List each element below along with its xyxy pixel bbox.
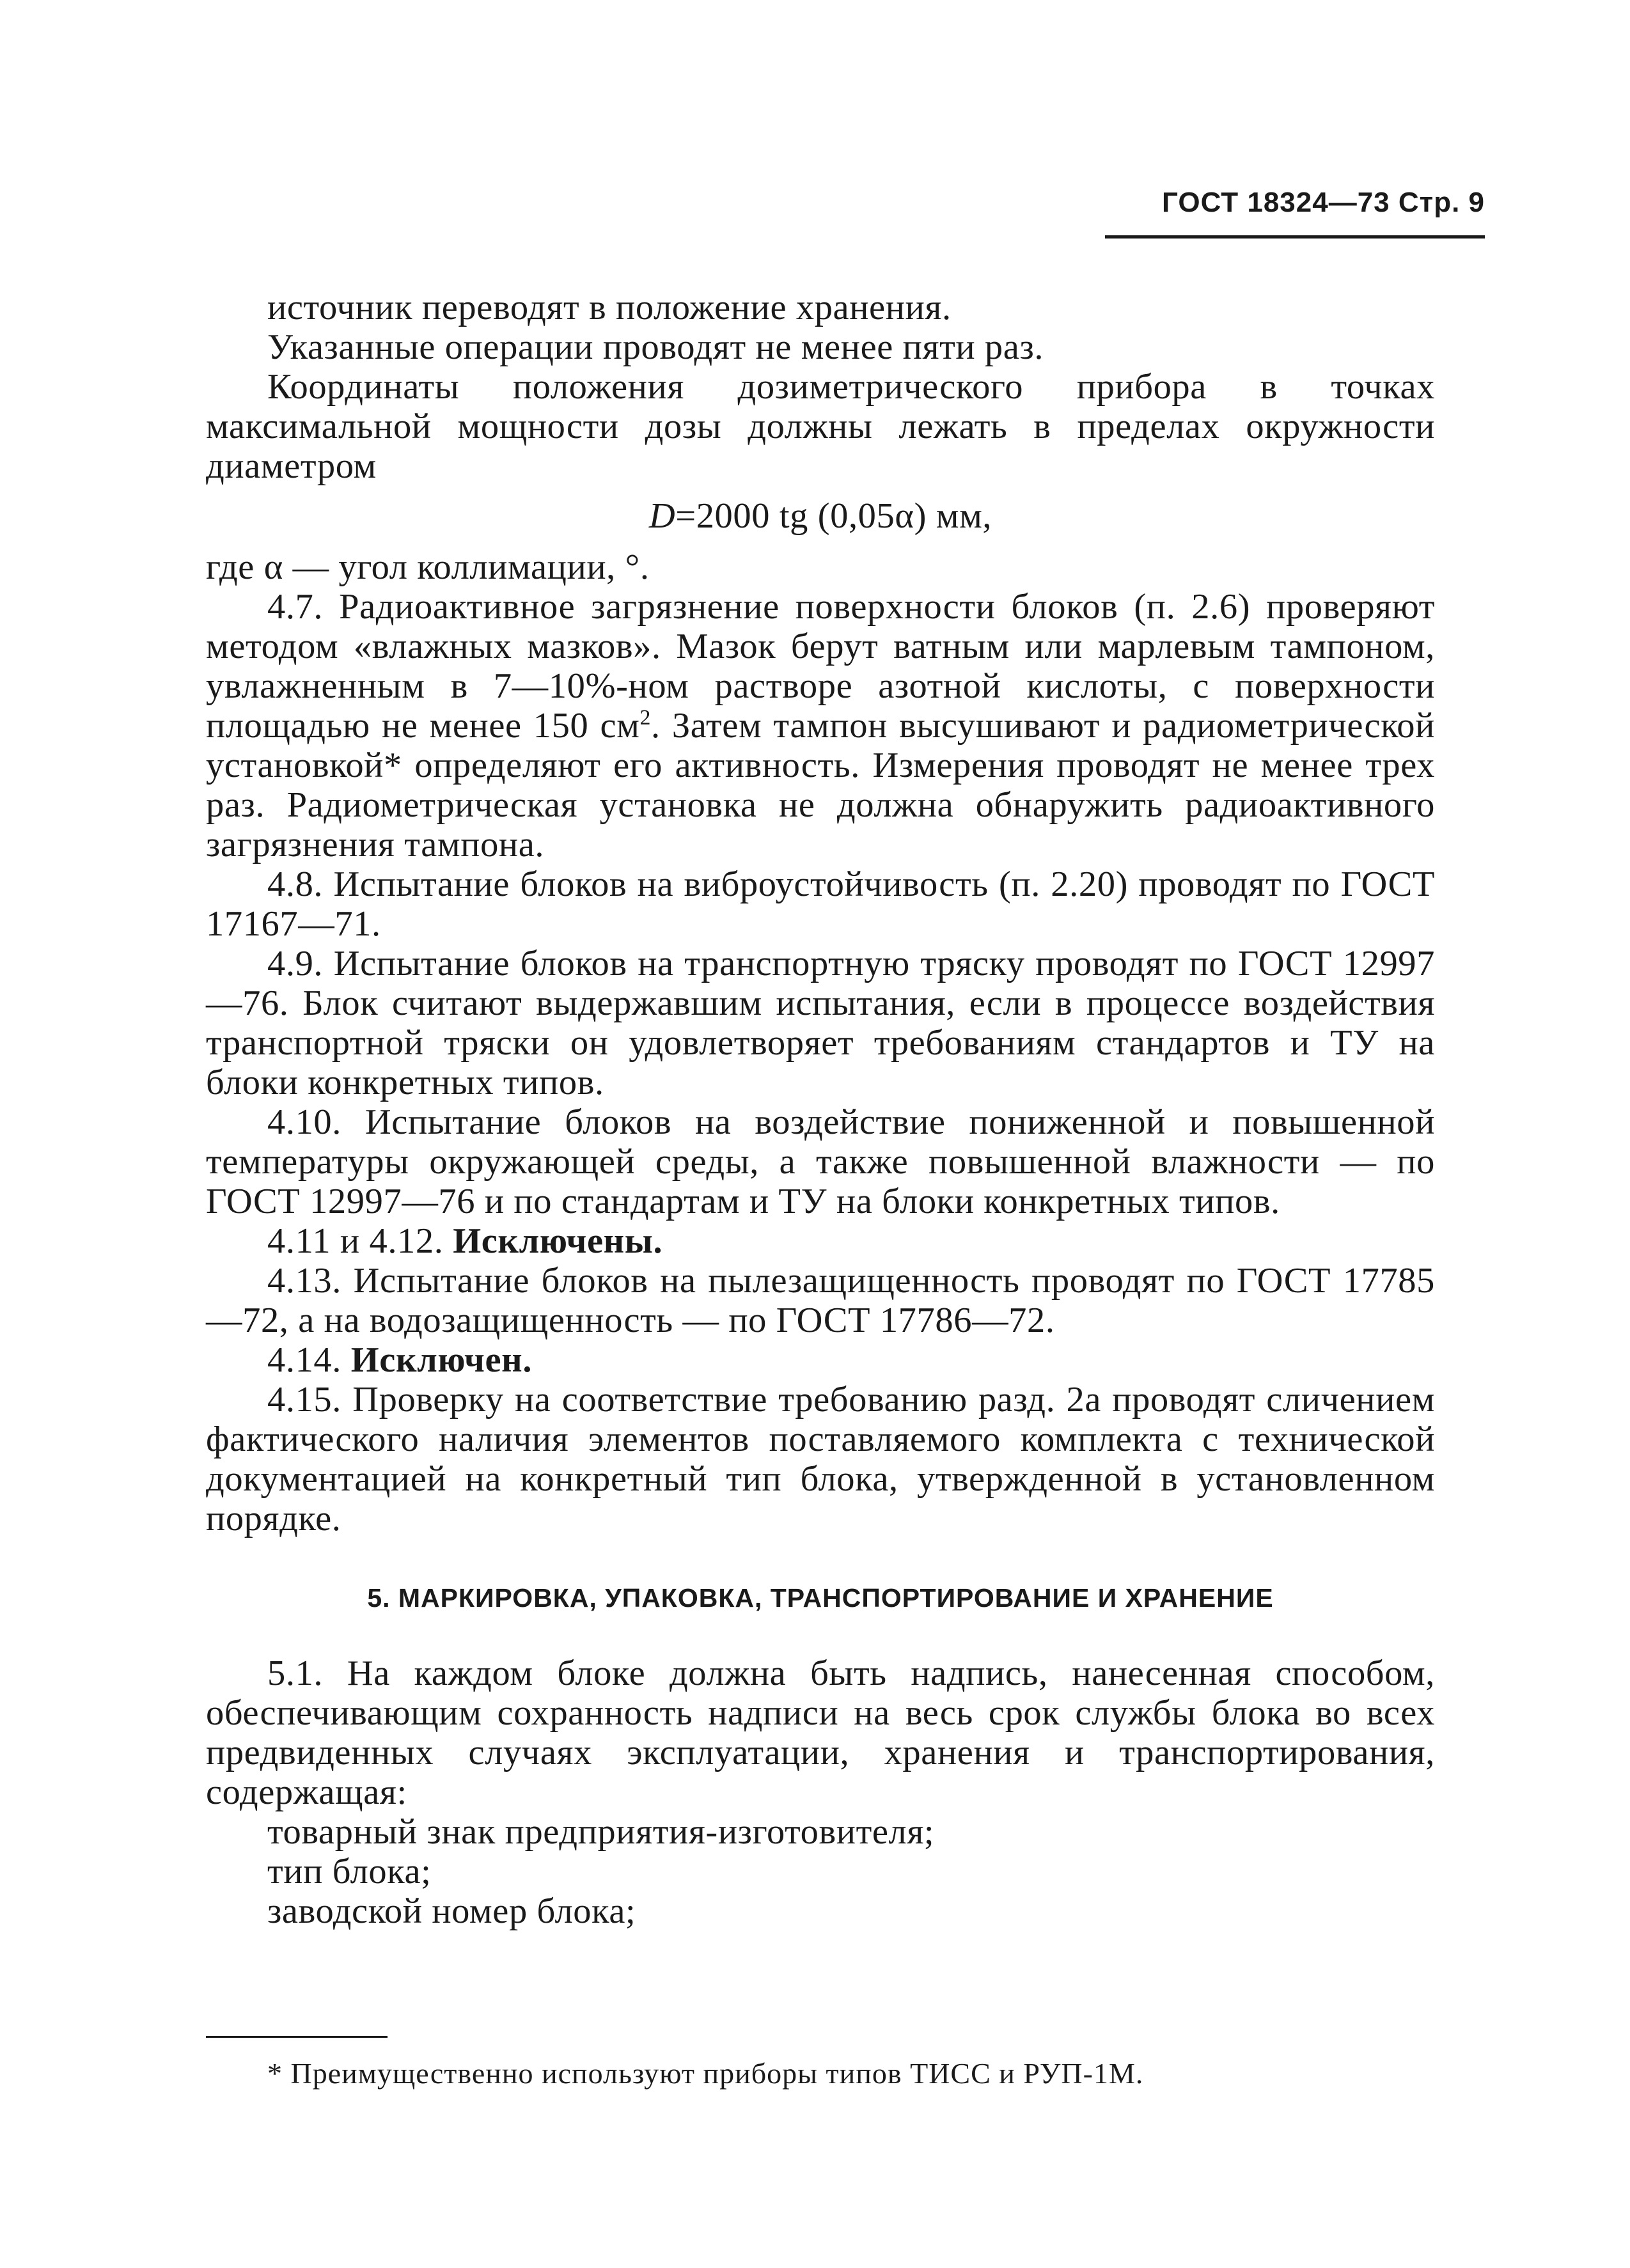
paragraph-5-1: 5.1. На каждом блоке должна быть надпись, нанесенная способом, обеспечивающим сохранность надписи на весь срок службы блока во всех предвиденных случаях эксплуатации, хранения и транспортирования, содержащая: — [206, 1654, 1435, 1812]
paragraph-4-13: 4.13. Испытание блоков на пылезащищенность проводят по ГОСТ 17785—72, а на водозащищенность — по ГОСТ 17786—72. — [206, 1261, 1435, 1340]
paragraph-4-14 — [206, 1340, 1435, 1380]
paragraph-4-7-part-b: . Затем тампон высушивают и радиометрической установкой* определяют его активность. Измерения проводят не менее трех раз. Радиометрическая установка не должна обнаружить радиоактивного загрязнения тампона. — [206, 706, 1435, 864]
formula-diameter — [206, 496, 1435, 536]
paragraph-4-7 — [206, 587, 1435, 864]
paragraph-4-7-superscript: 2 — [639, 706, 652, 730]
footnote-rule — [206, 2036, 388, 2038]
paragraph-4-10: 4.10. Испытание блоков на воздействие пониженной и повышенной температуры окружающей среды, а также повышенной влажности — по ГОСТ 12997—76 и по стандартам и ТУ на блоки конкретных типов. — [206, 1102, 1435, 1221]
document-body — [206, 288, 1435, 1931]
paragraph-4-7-part-a: 4.7. Радиоактивное загрязнение поверхности блоков (п. 2.6) проверяют методом «влажных мазков». Мазок берут ватным или марлевым тампоном, увлажненным в 7—10%-ном растворе азотной кислоты, с поверхности площадью не менее 150 см — [206, 587, 1435, 746]
paragraph-where-alpha: где α — угол коллимации, °. — [206, 547, 650, 587]
page-header: ГОСТ 18324—73 Стр. 9 — [1161, 187, 1485, 218]
footnote: * Преимущественно используют приборы типов ТИСС и РУП-1М. — [267, 2057, 1144, 2090]
paragraph-4-11-excluded: Исключены. — [453, 1221, 663, 1261]
paragraph-4-14-excluded: Исключен. — [350, 1340, 533, 1380]
paragraph-continuation: источник переводят в положение хранения. — [267, 288, 952, 327]
paragraph-operations: Указанные операции проводят не менее пяти раз. — [267, 327, 1044, 367]
section-5-title: 5. МАРКИРОВКА, УПАКОВКА, ТРАНСПОРТИРОВАНИЕ И ХРАНЕНИЕ — [367, 1583, 1274, 1613]
formula-lhs: D — [648, 496, 676, 536]
paragraph-4-9: 4.9. Испытание блоков на транспортную тряску проводят по ГОСТ 12997—76. Блок считают выдержавшим испытания, если в процессе воздействия транспортной тряски он удовлетворяет требованиям стандартов и ТУ на блоки конкретных типов. — [206, 944, 1435, 1102]
list-item-block-type: тип блока; — [267, 1852, 432, 1891]
paragraph-4-14-number: 4.14. — [267, 1340, 341, 1380]
list-item-trademark: товарный знак предприятия-изготовителя; — [267, 1812, 935, 1852]
paragraph-4-8: 4.8. Испытание блоков на виброустойчивость (п. 2.20) проводят по ГОСТ 17167—71. — [206, 864, 1435, 944]
paragraph-coordinates: Координаты положения дозиметрического прибора в точках максимальной мощности дозы должны лежать в пределах окружности диаметром — [206, 367, 1435, 486]
paragraph-4-11 — [206, 1221, 1435, 1261]
list-item-serial-number: заводской номер блока; — [267, 1891, 636, 1931]
formula-rhs: =2000 tg (0,05α) мм, — [675, 496, 992, 536]
paragraph-4-11-number: 4.11 и 4.12. — [267, 1221, 444, 1261]
header-rule — [1105, 235, 1485, 239]
paragraph-4-15: 4.15. Проверку на соответствие требованию разд. 2а проводят сличением фактического наличия элементов поставляемого комплекта с технической документацией на конкретный тип блока, утвержденной в установленном порядке. — [206, 1380, 1435, 1538]
